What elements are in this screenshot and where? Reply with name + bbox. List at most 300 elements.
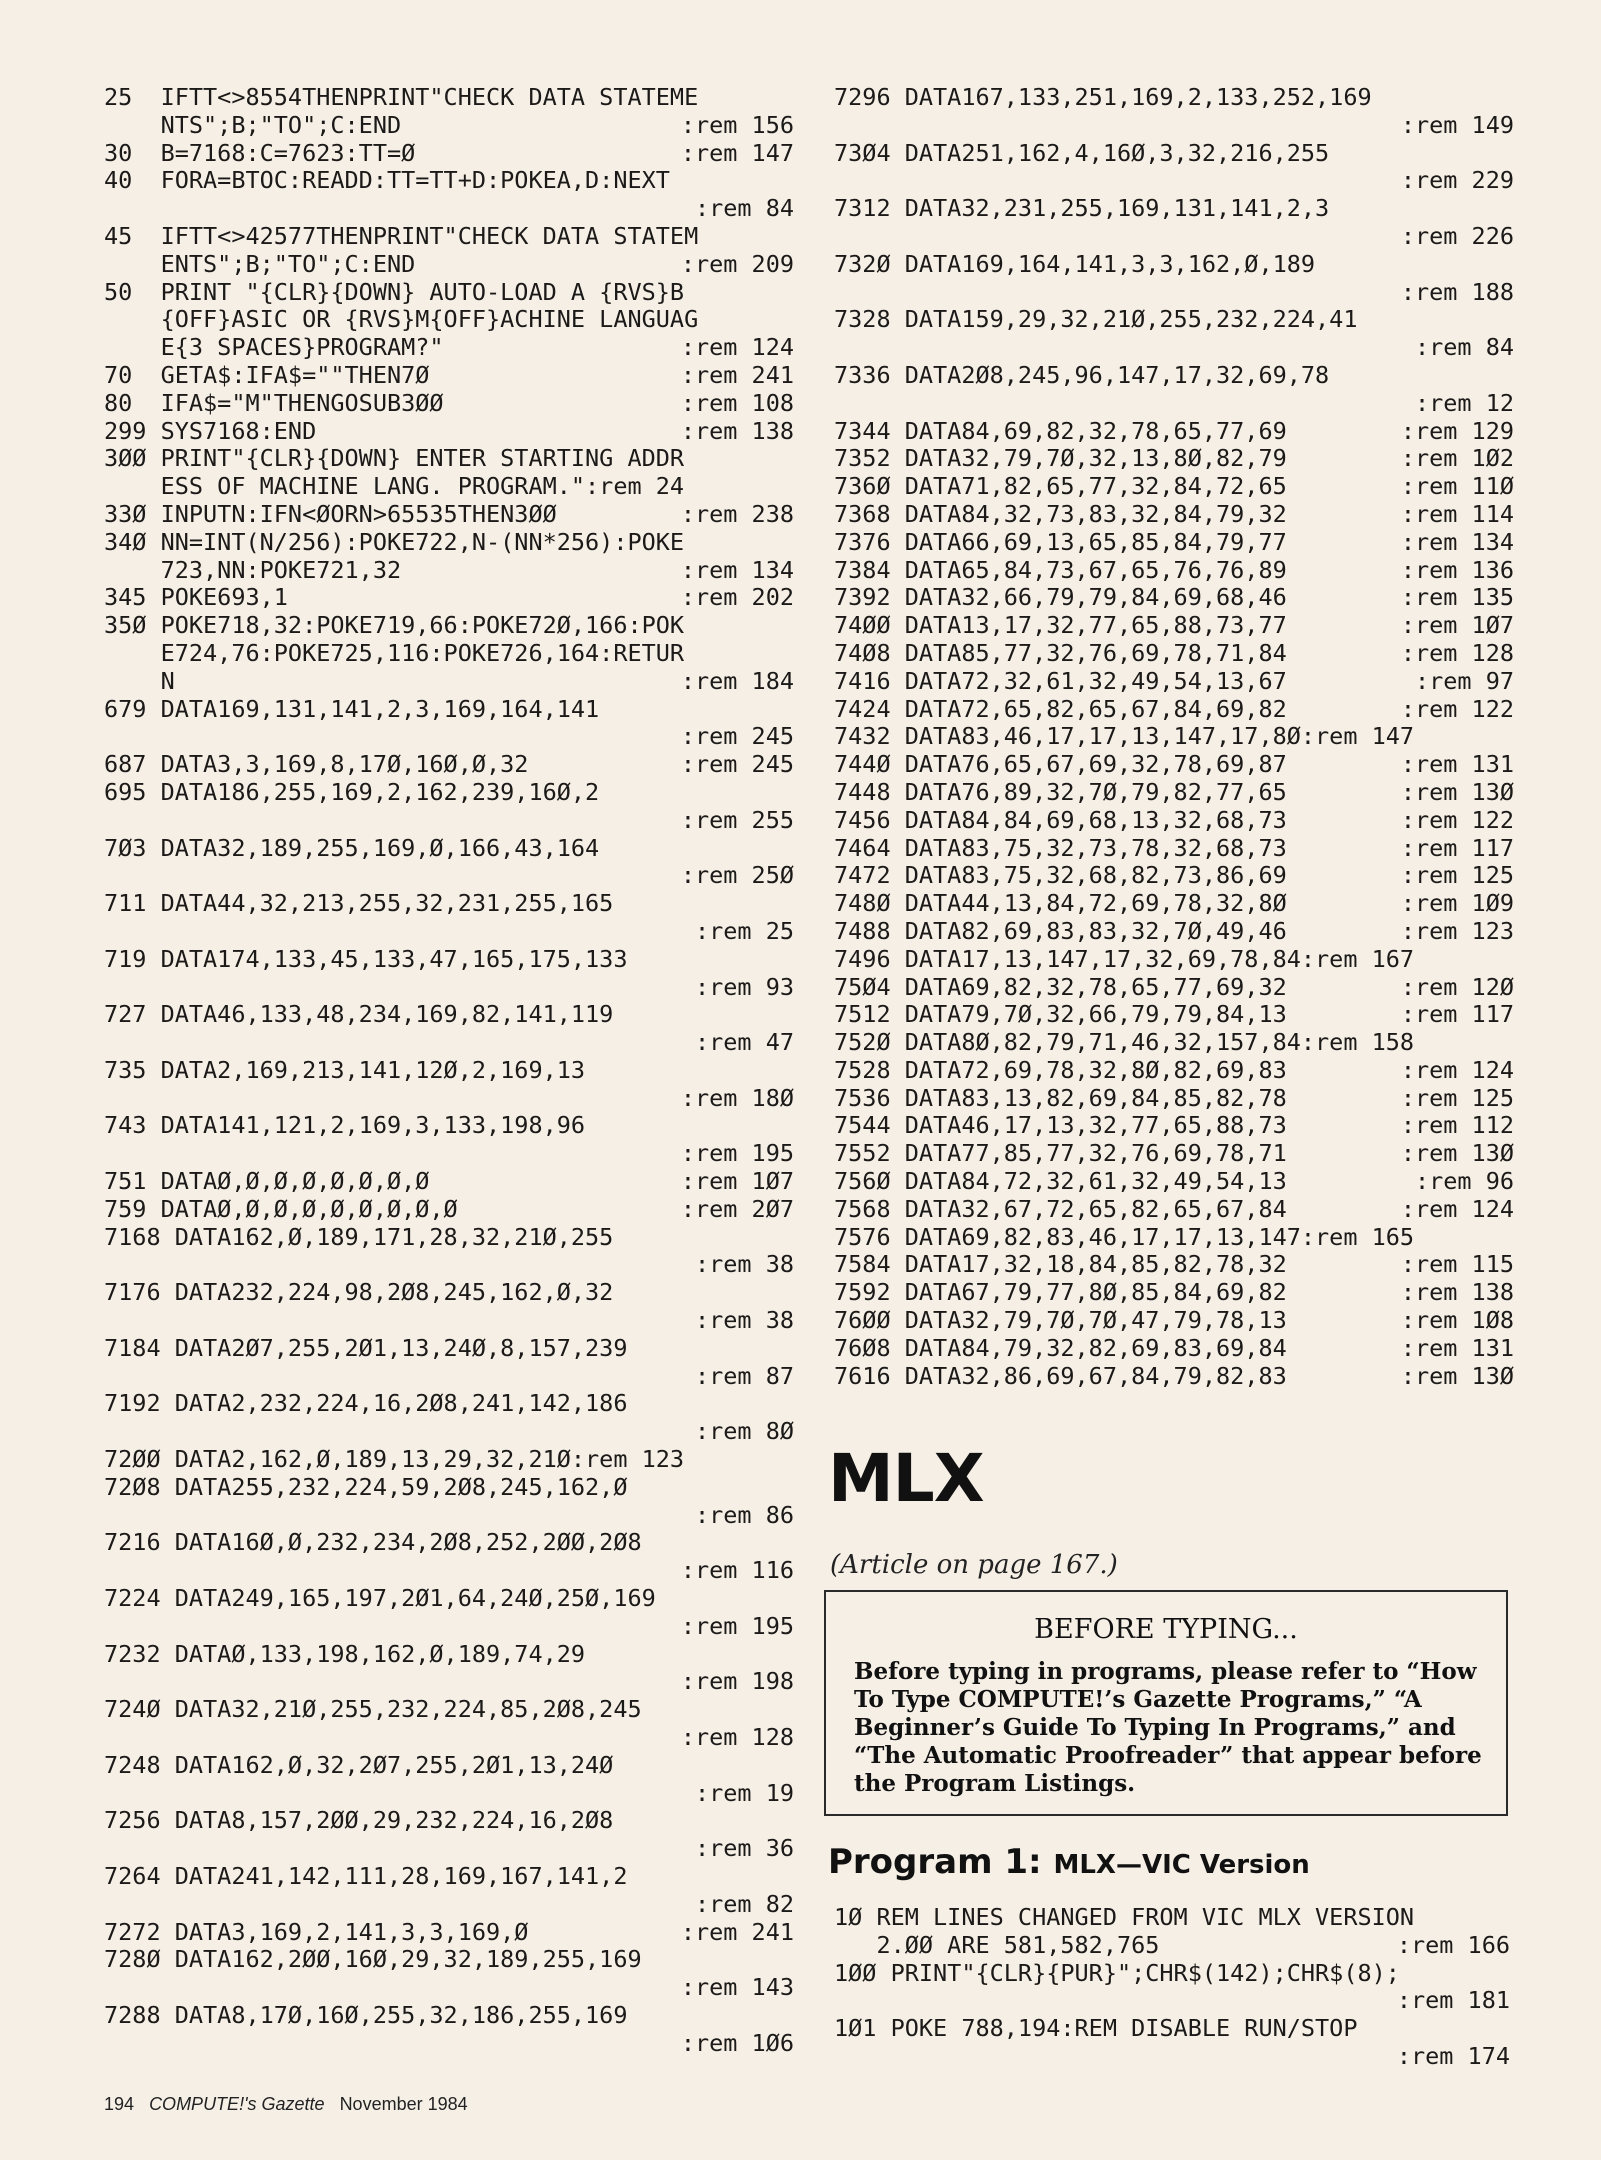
code-line [104, 946, 794, 974]
checksum-rem: :rem 255 [680, 805, 794, 834]
code-line [104, 751, 794, 779]
code-text: 7384 DATA65,84,73,67,65,76,76,89 [834, 555, 1287, 584]
code-line [834, 946, 1514, 974]
checksum-rem: :rem 134 [680, 555, 794, 584]
code-line [834, 1363, 1514, 1391]
code-text: 76ØØ DATA32,79,7Ø,7Ø,47,79,78,13 [834, 1306, 1287, 1335]
checksum-rem: :rem 116 [680, 1556, 794, 1585]
code-line [834, 612, 1514, 640]
checksum-rem: :rem 25Ø [680, 861, 794, 890]
code-line [834, 1140, 1514, 1168]
checksum-rem: :rem 123 [1400, 916, 1514, 945]
code-line [104, 1057, 794, 1085]
code-line [104, 918, 794, 946]
code-line [834, 306, 1514, 334]
code-text: 2.ØØ ARE 581,582,765 [834, 1930, 1160, 1959]
code-text: 1Ø1 POKE 788,194:REM DISABLE RUN/STOP [834, 2014, 1358, 2043]
code-text: 748Ø DATA44,13,84,72,69,78,32,8Ø [834, 889, 1287, 918]
code-line [834, 1960, 1510, 1988]
code-line [104, 84, 794, 112]
checksum-rem: :rem 13Ø [1400, 1361, 1514, 1390]
code-line [834, 1168, 1514, 1196]
code-text: 7288 DATA8,17Ø,16Ø,255,32,186,255,169 [104, 2000, 628, 2029]
code-text: 679 DATA169,131,141,2,3,169,164,141 [104, 694, 600, 723]
code-text: 7584 DATA17,32,18,84,85,82,78,32 [834, 1250, 1287, 1279]
code-line [104, 1529, 794, 1557]
code-text: 40 FORA=BTOC:READD:TT=TT+D:POKEA,D:NEXT [104, 166, 670, 195]
left-code-listing [104, 84, 794, 2058]
checksum-rem: :rem 97 [1414, 666, 1514, 695]
code-text: N [104, 666, 175, 695]
code-text: 7432 DATA83,46,17,17,13,147,17,8Ø:rem 147 [834, 722, 1415, 751]
code-line [104, 1279, 794, 1307]
checksum-rem: :rem 122 [1400, 805, 1514, 834]
code-line [104, 2002, 794, 2030]
code-line [834, 2015, 1510, 2043]
code-line [834, 668, 1514, 696]
program-number: Program 1: [828, 1842, 1042, 1882]
page-number: 194 [104, 2094, 135, 2114]
code-line [104, 1807, 794, 1835]
code-text: 7272 DATA3,169,2,141,3,3,169,Ø [104, 1917, 529, 1946]
code-line [104, 473, 794, 501]
code-text: 72Ø8 DATA255,232,224,59,2Ø8,245,162,Ø [104, 1472, 628, 1501]
code-text: 7312 DATA32,231,255,169,131,141,2,3 [834, 194, 1330, 223]
code-line [834, 890, 1514, 918]
code-line [104, 640, 794, 668]
code-line [834, 835, 1514, 863]
code-text: 75Ø4 DATA69,82,32,78,65,77,69,32 [834, 972, 1287, 1001]
checksum-rem: :rem 129 [1400, 416, 1514, 445]
code-line [104, 1085, 794, 1113]
checksum-rem: :rem 125 [1400, 861, 1514, 890]
code-text: 7232 DATAØ,133,198,162,Ø,189,74,29 [104, 1639, 586, 1668]
checksum-rem: :rem 13Ø [1400, 1139, 1514, 1168]
checksum-rem: :rem 241 [680, 360, 794, 389]
code-text: 7592 DATA67,79,77,8Ø,85,84,69,82 [834, 1278, 1287, 1307]
code-text: 756Ø DATA84,72,32,61,32,49,54,13 [834, 1167, 1287, 1196]
magazine-name: COMPUTE!'s Gazette [149, 2094, 325, 2114]
code-text: 7616 DATA32,86,69,67,84,79,82,83 [834, 1361, 1287, 1390]
code-text: 719 DATA174,133,45,133,47,165,175,133 [104, 944, 628, 973]
code-text: 74ØØ DATA13,17,32,77,65,88,73,77 [834, 611, 1287, 640]
code-text: 7392 DATA32,66,79,79,84,69,68,46 [834, 583, 1287, 612]
checksum-rem: :rem 131 [1400, 750, 1514, 779]
checksum-rem: :rem 138 [680, 416, 794, 445]
code-line [104, 807, 794, 835]
code-line [104, 1251, 794, 1279]
checksum-rem: :rem 156 [680, 110, 794, 139]
code-line [104, 1418, 794, 1446]
code-line [834, 584, 1514, 612]
code-text: 30 B=7168:C=7623:TT=Ø [104, 138, 416, 167]
code-line [104, 445, 794, 473]
article-title: MLX [828, 1440, 984, 1517]
code-text: 73Ø4 DATA251,162,4,16Ø,3,32,216,255 [834, 138, 1330, 167]
code-line [834, 1251, 1514, 1279]
code-line [104, 223, 794, 251]
code-text: ENTS";B;"TO";C:END [104, 249, 416, 278]
code-line [834, 2043, 1510, 2071]
code-text: ESS OF MACHINE LANG. PROGRAM.":rem 24 [104, 472, 685, 501]
code-line [104, 696, 794, 724]
code-line [104, 1196, 794, 1224]
code-line [834, 1335, 1514, 1363]
code-text: 7464 DATA83,75,32,73,78,32,68,73 [834, 833, 1287, 862]
code-line [834, 640, 1514, 668]
code-text: 7416 DATA72,32,61,32,49,54,13,67 [834, 666, 1287, 695]
code-line [104, 1029, 794, 1057]
checksum-rem: :rem 125 [1400, 1083, 1514, 1112]
checksum-rem: :rem 1Ø7 [680, 1167, 794, 1196]
checksum-rem: :rem 143 [680, 1973, 794, 2002]
code-text: 695 DATA186,255,169,2,162,239,16Ø,2 [104, 777, 600, 806]
code-text: E{3 SPACES}PROGRAM?" [104, 333, 444, 362]
code-text: 76Ø8 DATA84,79,32,82,69,83,69,84 [834, 1333, 1287, 1362]
checksum-rem: :rem 135 [1400, 583, 1514, 612]
code-line [834, 779, 1514, 807]
checksum-rem: :rem 245 [680, 722, 794, 751]
checksum-rem: :rem 1Ø9 [1400, 889, 1514, 918]
code-line [834, 529, 1514, 557]
code-text: 711 DATA44,32,213,255,32,231,255,165 [104, 889, 614, 918]
code-text: 744Ø DATA76,65,67,69,32,78,69,87 [834, 750, 1287, 779]
checksum-rem: :rem 245 [680, 750, 794, 779]
code-text: 752Ø DATA8Ø,82,79,71,46,32,157,84:rem 158 [834, 1028, 1415, 1057]
code-line [104, 1168, 794, 1196]
code-text: 7264 DATA241,142,111,28,169,167,141,2 [104, 1862, 628, 1890]
code-text: 7472 DATA83,75,32,68,82,73,86,69 [834, 861, 1287, 890]
checksum-rem: :rem 166 [1396, 1930, 1510, 1959]
code-text: 7488 DATA82,69,83,83,32,7Ø,49,46 [834, 916, 1287, 945]
code-line [104, 835, 794, 863]
checksum-rem: :rem 226 [1400, 221, 1514, 250]
checksum-rem: :rem 147 [680, 138, 794, 167]
code-line [834, 334, 1514, 362]
code-line [104, 557, 794, 585]
checksum-rem: :rem 1Ø8 [1400, 1306, 1514, 1335]
code-line [834, 723, 1514, 751]
checksum-rem: :rem 84 [1414, 333, 1514, 362]
checksum-rem: :rem 115 [1400, 1250, 1514, 1279]
code-text: 25 IFTT<>8554THENPRINT"CHECK DATA STATEME [104, 83, 699, 111]
code-text: 7344 DATA84,69,82,32,78,65,77,69 [834, 416, 1287, 445]
code-text: 7552 DATA77,85,77,32,76,69,78,71 [834, 1139, 1287, 1168]
code-line [834, 362, 1514, 390]
checksum-rem: :rem 128 [1400, 638, 1514, 667]
checksum-rem: :rem 86 [694, 1500, 794, 1529]
code-text: 7336 DATA2Ø8,245,96,147,17,32,69,78 [834, 360, 1330, 389]
checksum-rem: :rem 195 [680, 1611, 794, 1640]
code-line [104, 1863, 794, 1891]
code-text: 7168 DATA162,Ø,189,171,28,32,21Ø,255 [104, 1222, 614, 1251]
code-text: 7456 DATA84,84,69,68,13,32,68,73 [834, 805, 1287, 834]
code-text: 727 DATA46,133,48,234,169,82,141,119 [104, 1000, 614, 1029]
code-line [104, 1502, 794, 1530]
code-line [104, 862, 794, 890]
code-line [104, 140, 794, 168]
checksum-rem: :rem 174 [1396, 2041, 1510, 2070]
code-text: 7256 DATA8,157,2ØØ,29,232,224,16,2Ø8 [104, 1806, 614, 1835]
code-text: 736Ø DATA71,82,65,77,32,84,72,65 [834, 472, 1287, 501]
checksum-rem: :rem 114 [1400, 499, 1514, 528]
code-line [104, 1224, 794, 1252]
code-line [834, 1112, 1514, 1140]
code-line [104, 612, 794, 640]
code-line [834, 473, 1514, 501]
checksum-rem: :rem 202 [680, 583, 794, 612]
code-text: 33Ø INPUTN:IFN<ØORN>65535THEN3ØØ [104, 499, 557, 528]
checksum-rem: :rem 96 [1414, 1167, 1514, 1196]
code-text: 7536 DATA83,13,82,69,84,85,82,78 [834, 1083, 1287, 1112]
code-line [104, 1140, 794, 1168]
code-text: 7528 DATA72,69,78,32,8Ø,82,69,83 [834, 1055, 1287, 1084]
code-line [834, 501, 1514, 529]
checksum-rem: :rem 117 [1400, 1000, 1514, 1029]
article-reference: (Article on page 167.) [830, 1550, 1118, 1580]
checksum-rem: :rem 11Ø [1400, 472, 1514, 501]
code-line [834, 1987, 1510, 2015]
code-text: 735 DATA2,169,213,141,12Ø,2,169,13 [104, 1055, 586, 1084]
code-line [834, 696, 1514, 724]
checksum-rem: :rem 229 [1400, 166, 1514, 195]
code-text: 7544 DATA46,17,13,32,77,65,88,73 [834, 1111, 1287, 1140]
code-line [834, 112, 1514, 140]
code-line [834, 1904, 1510, 1932]
code-text: 7216 DATA16Ø,Ø,232,234,2Ø8,252,2ØØ,2Ø8 [104, 1528, 642, 1557]
checksum-rem: :rem 124 [680, 333, 794, 362]
code-text: 687 DATA3,3,169,8,17Ø,16Ø,Ø,32 [104, 750, 529, 779]
checksum-rem: :rem 209 [680, 249, 794, 278]
checksum-rem: :rem 124 [1400, 1194, 1514, 1223]
checksum-rem: :rem 238 [680, 499, 794, 528]
code-line [104, 529, 794, 557]
code-text: NTS";B;"TO";C:END [104, 110, 402, 139]
code-line [104, 1696, 794, 1724]
checksum-rem: :rem 108 [680, 388, 794, 417]
code-line [834, 557, 1514, 585]
code-line [104, 1474, 794, 1502]
code-line [104, 1446, 794, 1474]
checksum-rem: :rem 131 [1400, 1333, 1514, 1362]
code-text: 732Ø DATA169,164,141,3,3,162,Ø,189 [834, 249, 1316, 278]
code-text: 7376 DATA66,69,13,65,85,84,79,77 [834, 527, 1287, 556]
code-text: 7296 DATA167,133,251,169,2,133,252,169 [834, 83, 1372, 111]
code-text: 743 DATA141,121,2,169,3,133,198,96 [104, 1111, 586, 1140]
right-code-listing [834, 84, 1514, 1390]
checksum-rem: :rem 134 [1400, 527, 1514, 556]
checksum-rem: :rem 36 [694, 1834, 794, 1863]
code-line [834, 807, 1514, 835]
code-line [104, 1919, 794, 1947]
code-line [104, 1363, 794, 1391]
code-line [104, 112, 794, 140]
code-line [104, 1585, 794, 1613]
code-text: 3ØØ PRINT"{CLR}{DOWN} ENTER STARTING ADDR [104, 444, 685, 473]
code-line [104, 1641, 794, 1669]
code-line [104, 334, 794, 362]
code-line [834, 279, 1514, 307]
checksum-rem: :rem 87 [694, 1361, 794, 1390]
checksum-rem: :rem 12Ø [1400, 972, 1514, 1001]
checksum-rem: :rem 1Ø7 [1400, 611, 1514, 640]
code-text: 724Ø DATA32,21Ø,255,232,224,85,2Ø8,245 [104, 1695, 642, 1724]
code-line [834, 251, 1514, 279]
checksum-rem: :rem 18Ø [680, 1083, 794, 1112]
code-text: 7352 DATA32,79,7Ø,32,13,8Ø,82,79 [834, 444, 1287, 473]
code-line [104, 1752, 794, 1780]
code-line [834, 1307, 1514, 1335]
code-line [834, 862, 1514, 890]
code-line [104, 418, 794, 446]
checksum-rem: :rem 1Ø6 [680, 2028, 794, 2057]
code-line [834, 140, 1514, 168]
code-line [834, 918, 1514, 946]
checksum-rem: :rem 198 [680, 1667, 794, 1696]
code-line [104, 974, 794, 1002]
checksum-rem: :rem 184 [680, 666, 794, 695]
code-line [834, 1224, 1514, 1252]
issue-date: November 1984 [339, 2094, 468, 2114]
code-line [104, 584, 794, 612]
code-text: 34Ø NN=INT(N/256):POKE722,N-(NN*256):POKE [104, 527, 685, 556]
code-line [104, 1001, 794, 1029]
code-text: 7496 DATA17,13,147,17,32,69,78,84:rem 167 [834, 944, 1415, 973]
code-line [104, 1668, 794, 1696]
code-text: 7328 DATA159,29,32,21Ø,255,232,224,41 [834, 305, 1358, 334]
code-line [104, 668, 794, 696]
checksum-rem: :rem 138 [1400, 1278, 1514, 1307]
code-line [104, 390, 794, 418]
checksum-rem: :rem 122 [1400, 694, 1514, 723]
checksum-rem: :rem 47 [694, 1028, 794, 1057]
code-text: 723,NN:POKE721,32 [104, 555, 402, 584]
code-text: 759 DATAØ,Ø,Ø,Ø,Ø,Ø,Ø,Ø,Ø [104, 1194, 458, 1223]
box-text: Before typing in programs, please refer to “How To Type COMPUTE!’s Gazette Programs,” “A Beginner’s Guide To Typing In Programs,” and “The Automatic Proofreader” that appear before the Program Listings. [854, 1658, 1482, 1797]
code-text: 7Ø3 DATA32,189,255,169,Ø,166,43,164 [104, 833, 600, 862]
code-text: 35Ø POKE718,32:POKE719,66:POKE72Ø,166:POK [104, 611, 685, 640]
code-line [834, 1085, 1514, 1113]
code-line [104, 1724, 794, 1752]
code-line [104, 279, 794, 307]
code-text: {OFF}ASIC OR {RVS}M{OFF}ACHINE LANGUAG [104, 305, 699, 334]
code-text: 1ØØ PRINT"{CLR}{PUR}";CHR$(142);CHR$(8); [834, 1958, 1400, 1987]
code-text: 7368 DATA84,32,73,83,32,84,79,32 [834, 499, 1287, 528]
code-line [104, 1946, 794, 1974]
code-line [834, 1001, 1514, 1029]
code-line [104, 1891, 794, 1919]
checksum-rem: :rem 8Ø [694, 1417, 794, 1446]
code-text: 74Ø8 DATA85,77,32,76,69,78,71,84 [834, 638, 1287, 667]
code-line [104, 167, 794, 195]
code-line [834, 195, 1514, 223]
checksum-rem: :rem 93 [694, 972, 794, 1001]
code-text: 50 PRINT "{CLR}{DOWN} AUTO-LOAD A {RVS}B [104, 277, 685, 306]
code-line [834, 1932, 1510, 1960]
code-line [104, 501, 794, 529]
checksum-rem: :rem 12 [1414, 388, 1514, 417]
checksum-rem: :rem 149 [1400, 110, 1514, 139]
checksum-rem: :rem 241 [680, 1917, 794, 1946]
program-heading [828, 1842, 1310, 1882]
before-typing-box [824, 1590, 1508, 1816]
checksum-rem: :rem 124 [1400, 1055, 1514, 1084]
checksum-rem: :rem 112 [1400, 1111, 1514, 1140]
program-subtitle: MLX—VIC Version [1053, 1850, 1310, 1880]
code-text: 70 GETA$:IFA$=""THEN7Ø [104, 360, 430, 389]
code-text: 7248 DATA162,Ø,32,2Ø7,255,2Ø1,13,24Ø [104, 1750, 614, 1779]
code-text: 7424 DATA72,65,82,65,67,84,69,82 [834, 694, 1287, 723]
box-heading: BEFORE TYPING... [1034, 1614, 1298, 1645]
code-line [834, 974, 1514, 1002]
checksum-rem: :rem 19 [694, 1778, 794, 1807]
code-line [104, 890, 794, 918]
code-text: 7448 DATA76,89,32,7Ø,79,82,77,65 [834, 777, 1287, 806]
code-line [104, 306, 794, 334]
checksum-rem: :rem 2Ø7 [680, 1194, 794, 1223]
code-line [834, 1057, 1514, 1085]
code-line [104, 2030, 794, 2058]
checksum-rem: :rem 136 [1400, 555, 1514, 584]
checksum-rem: :rem 13Ø [1400, 777, 1514, 806]
code-line [104, 195, 794, 223]
code-text: 7224 DATA249,165,197,2Ø1,64,24Ø,25Ø,169 [104, 1584, 656, 1613]
code-line [834, 445, 1514, 473]
code-line [834, 223, 1514, 251]
checksum-rem: :rem 128 [680, 1723, 794, 1752]
checksum-rem: :rem 82 [694, 1889, 794, 1918]
code-line [834, 1279, 1514, 1307]
code-text: 345 POKE693,1 [104, 583, 288, 612]
code-text: 7192 DATA2,232,224,16,2Ø8,241,142,186 [104, 1389, 628, 1418]
code-text: E724,76:POKE725,116:POKE726,164:RETUR [104, 638, 685, 667]
code-text: 72ØØ DATA2,162,Ø,189,13,29,32,21Ø:rem 123 [104, 1445, 685, 1474]
code-text: 7512 DATA79,7Ø,32,66,79,79,84,13 [834, 1000, 1287, 1029]
code-line [104, 1557, 794, 1585]
code-line [834, 1029, 1514, 1057]
code-line [834, 84, 1514, 112]
checksum-rem: :rem 1Ø2 [1400, 444, 1514, 473]
code-text: 7184 DATA2Ø7,255,2Ø1,13,24Ø,8,157,239 [104, 1333, 628, 1362]
code-text: 7568 DATA32,67,72,65,82,65,67,84 [834, 1194, 1287, 1223]
code-text: 45 IFTT<>42577THENPRINT"CHECK DATA STATEM [104, 221, 699, 250]
code-line [834, 751, 1514, 779]
code-line [104, 1974, 794, 2002]
code-line [104, 1390, 794, 1418]
code-line [834, 418, 1514, 446]
code-line [104, 723, 794, 751]
program1-listing [834, 1904, 1510, 2071]
page-footer [104, 2094, 468, 2115]
checksum-rem: :rem 195 [680, 1139, 794, 1168]
code-text: 7576 DATA69,82,83,46,17,17,13,147:rem 165 [834, 1222, 1415, 1251]
code-line [104, 1112, 794, 1140]
code-line [104, 779, 794, 807]
checksum-rem: :rem 117 [1400, 833, 1514, 862]
code-line [104, 362, 794, 390]
code-line [104, 251, 794, 279]
checksum-rem: :rem 84 [694, 194, 794, 223]
code-text: 7176 DATA232,224,98,2Ø8,245,162,Ø,32 [104, 1278, 614, 1307]
code-line [104, 1780, 794, 1808]
code-text: 80 IFA$="M"THENGOSUB3ØØ [104, 388, 444, 417]
code-text: 728Ø DATA162,2ØØ,16Ø,29,32,189,255,169 [104, 1945, 642, 1974]
checksum-rem: :rem 25 [694, 916, 794, 945]
code-line [834, 390, 1514, 418]
code-line [834, 167, 1514, 195]
checksum-rem: :rem 188 [1400, 277, 1514, 306]
checksum-rem: :rem 181 [1396, 1986, 1510, 2015]
